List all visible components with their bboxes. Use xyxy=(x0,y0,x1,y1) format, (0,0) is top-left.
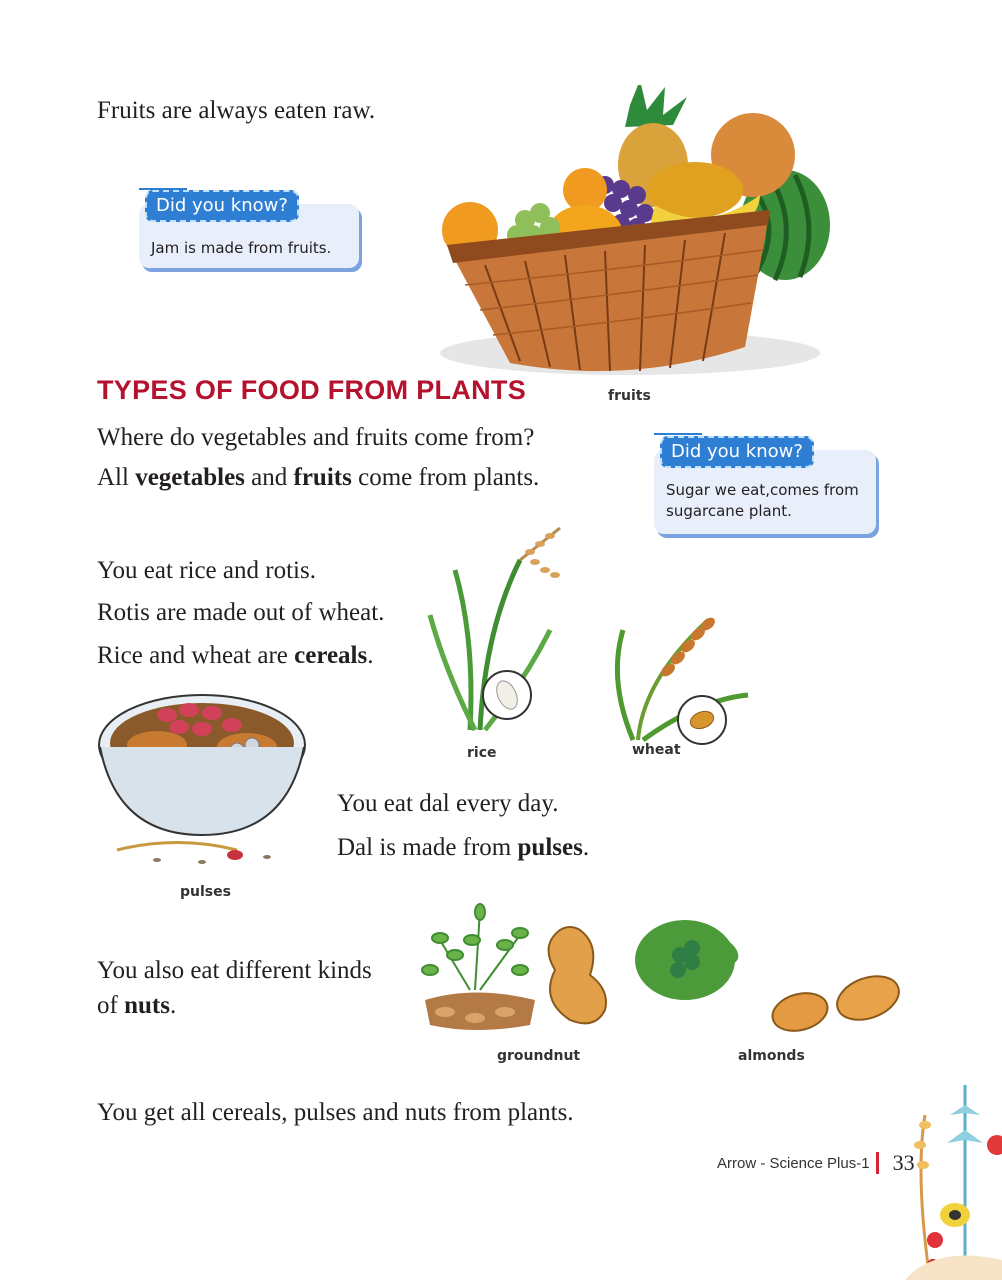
para1-line2: All vegetables and fruits come from plants. xyxy=(97,464,540,491)
groundnut-illustration xyxy=(410,900,620,1040)
intro-text: Fruits are always eaten raw. xyxy=(97,97,376,124)
para4-line1: You also eat different kinds xyxy=(97,957,372,984)
keyword-cereals: cereals xyxy=(294,642,368,669)
wheat-plant-illustration xyxy=(598,600,753,750)
did-you-know-box-2 xyxy=(654,441,876,534)
caption-almonds: almonds xyxy=(738,1048,805,1064)
decorative-flowers-illustration xyxy=(905,1085,1002,1280)
pulses-bowl-illustration xyxy=(97,685,312,870)
para2-line3: Rice and wheat are cereals. xyxy=(97,642,374,669)
keyword-nuts: nuts xyxy=(124,992,170,1019)
did-you-know-box-1 xyxy=(139,195,359,268)
para3-line2: Dal is made from pulses. xyxy=(337,834,590,861)
dyk2-tag-line xyxy=(654,433,702,435)
did-you-know-text-2: Sugar we eat,comes from sugarcane plant. xyxy=(666,481,859,520)
section-heading: TYPES OF FOOD FROM PLANTS xyxy=(97,375,527,405)
keyword-pulses: pulses xyxy=(517,834,583,861)
para2-line1: You eat rice and rotis. xyxy=(97,557,316,584)
caption-pulses: pulses xyxy=(180,884,231,900)
para2-line2: Rotis are made out of wheat. xyxy=(97,599,385,626)
para5: You get all cereals, pulses and nuts from plants. xyxy=(97,1099,574,1126)
para4-line2: of nuts. xyxy=(97,992,177,1019)
para3-line1: You eat dal every day. xyxy=(337,790,559,817)
fruit-basket-illustration xyxy=(425,85,835,385)
did-you-know-tag-2: Did you know? xyxy=(660,436,814,468)
caption-groundnut: groundnut xyxy=(497,1048,581,1064)
page-number: 33 xyxy=(892,1150,915,1175)
footer-divider xyxy=(876,1152,879,1174)
almonds-illustration xyxy=(630,910,905,1040)
rice-plant-illustration xyxy=(425,520,575,735)
caption-fruits: fruits xyxy=(608,388,651,404)
para1-line1: Where do vegetables and fruits come from? xyxy=(97,424,535,451)
keyword-vegetables: vegetables xyxy=(135,464,245,491)
caption-wheat: wheat xyxy=(632,742,681,758)
did-you-know-tag-1: Did you know? xyxy=(145,190,299,222)
footer-book-title: Arrow - Science Plus-1 xyxy=(717,1154,870,1172)
caption-rice: rice xyxy=(467,745,497,761)
page-footer xyxy=(717,1150,915,1176)
did-you-know-text-1: Jam is made from fruits. xyxy=(151,239,332,257)
keyword-fruits: fruits xyxy=(293,464,352,491)
